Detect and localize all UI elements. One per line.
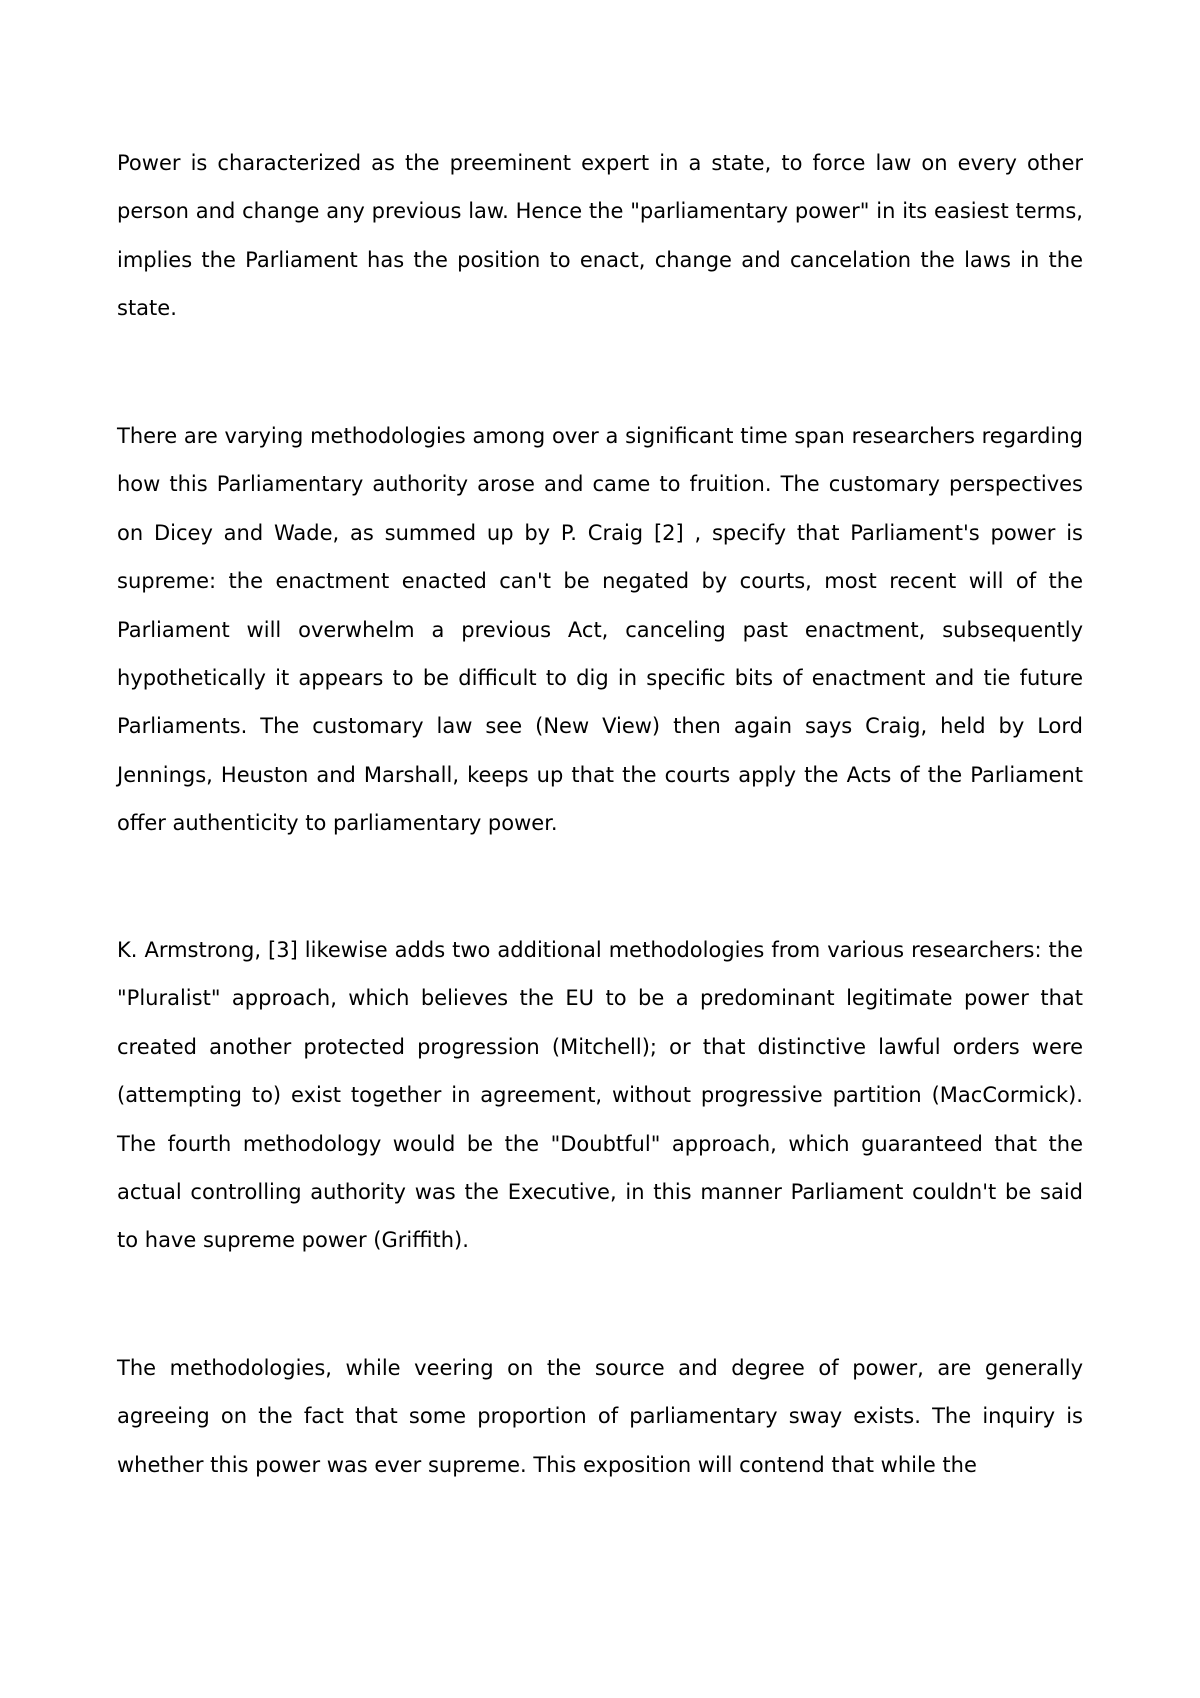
paragraph-3: K. Armstrong, [3] likewise adds two additional methodologies from various researchers: the "Pluralist" approach, which believes the EU to be a predominant legitimate power that created another protected progression (Mitchell); or that distinctive lawful orders were (attempting to) exist together in agreement, without progressive partition (MacCormick). The fourth methodology would be the "Doubtful" approach, which guaranteed that the actual controlling authority was the Executive, in this manner Parliament couldn't be said to have supreme power (Griffith). — [117, 938, 1083, 1253]
paragraph-1: Power is characterized as the preeminent expert in a state, to force law on every other person and change any previous law. Hence the "parliamentary power" in its easiest terms, implies the Parliament has the position to enact, change and cancelation the laws in the state. — [117, 151, 1083, 321]
paragraph-4: The methodologies, while veering on the source and degree of power, are generally agreeing on the fact that some proportion of parliamentary sway exists. The inquiry is whether this power was ever supreme. This exposition will contend that while the — [117, 1356, 1083, 1477]
paragraph-2: There are varying methodologies among over a significant time span researchers regarding how this Parliamentary authority arose and came to fruition. The customary perspectives on Dicey and Wade, as summed up by P. Craig [2] , specify that Parliament's power is supreme: the enactment enacted can't be negated by courts, most recent will of the Parliament will overwhelm a previous Act, canceling past enactment, subsequently hypothetically it appears to be difficult to dig in specific bits of enactment and tie future Parliaments. The customary law see (New View) then again says Craig, held by Lord Jennings, Heuston and Marshall, keeps up that the courts apply the Acts of the Parliament offer authenticity to parliamentary power. — [117, 424, 1083, 836]
